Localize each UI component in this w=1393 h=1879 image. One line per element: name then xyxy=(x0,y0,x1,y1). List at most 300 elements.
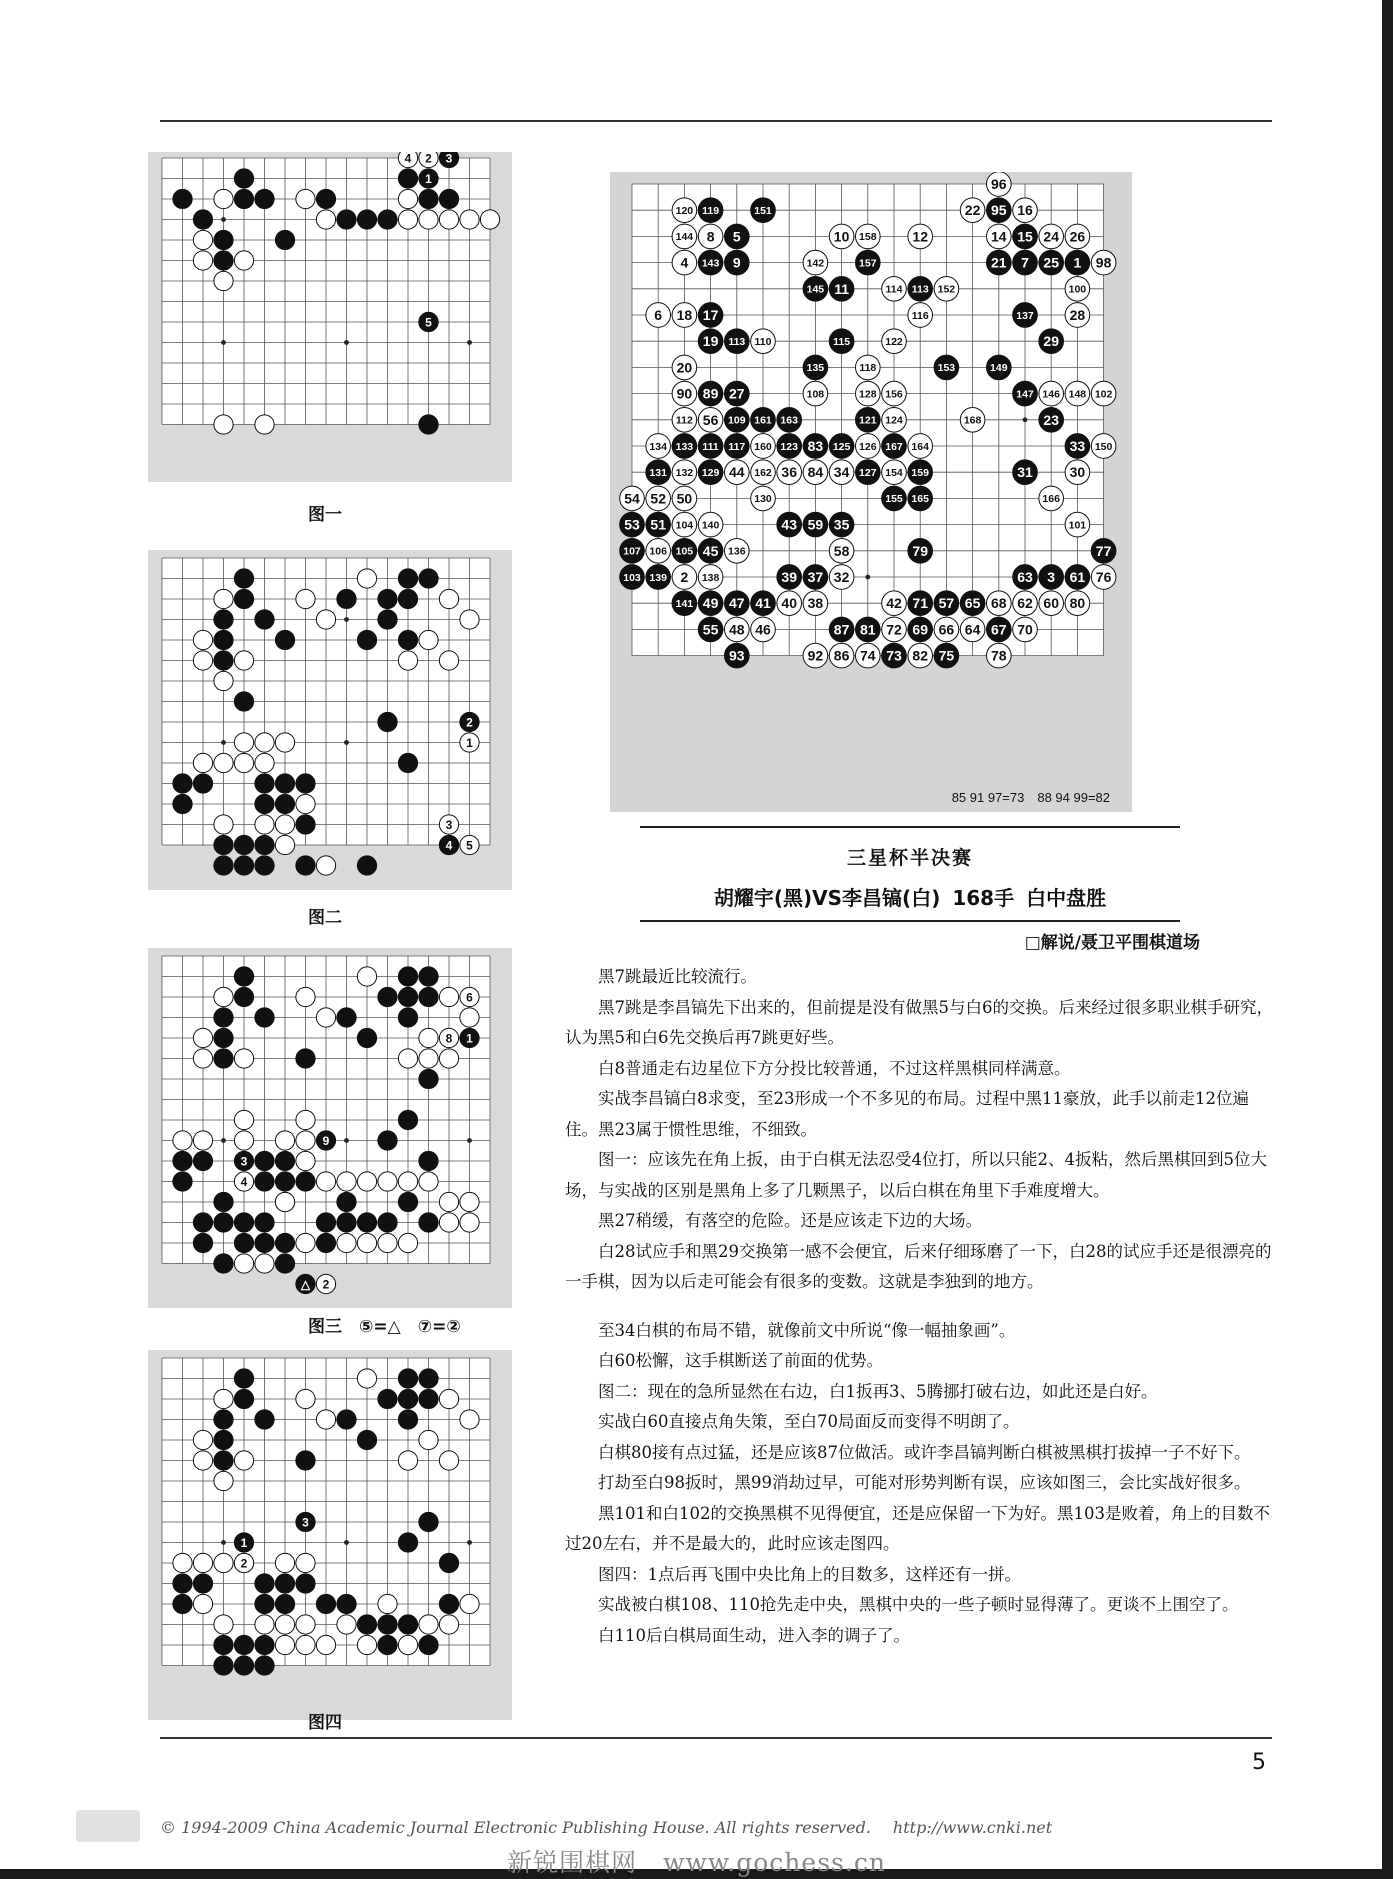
move-number: 131 xyxy=(649,466,667,479)
move-number: 168 xyxy=(963,414,982,427)
move-number: 4 xyxy=(680,254,689,271)
white-stone xyxy=(357,1172,376,1191)
move-number: 130 xyxy=(754,493,772,506)
white-stone xyxy=(193,753,212,772)
white-stone xyxy=(234,733,253,752)
move-number: 43 xyxy=(781,516,797,533)
black-stone xyxy=(193,210,212,229)
title-rule-bottom xyxy=(640,920,1180,922)
move-number: 59 xyxy=(807,516,824,533)
white-stone xyxy=(419,210,438,229)
paragraph: 白110后白棋局面生动，进入李的调子了。 xyxy=(598,1625,910,1645)
move-number: 141 xyxy=(675,597,694,610)
black-stone xyxy=(193,1151,212,1170)
move-number: 149 xyxy=(990,362,1008,375)
move-number: 1 xyxy=(1073,254,1082,271)
black-stone xyxy=(255,1410,274,1429)
black-stone xyxy=(275,1594,294,1613)
black-stone xyxy=(255,189,274,208)
move-number: 77 xyxy=(1095,542,1112,559)
white-stone xyxy=(316,210,335,229)
move-number: 8 xyxy=(445,1031,453,1046)
move-number: 1 xyxy=(240,1535,248,1550)
white-stone xyxy=(398,651,417,670)
move-number: 151 xyxy=(754,204,772,217)
move-number: 126 xyxy=(859,440,877,453)
move-number: 146 xyxy=(1042,388,1060,401)
white-stone xyxy=(398,189,417,208)
move-number: 135 xyxy=(806,362,825,375)
copyright-text: © 1994-2009 China Academic Journal Electronic Publishing House. All rights reserved. xyxy=(160,1818,871,1837)
move-number: 56 xyxy=(702,411,719,428)
white-stone xyxy=(234,651,253,670)
white-stone xyxy=(419,1028,438,1047)
white-stone xyxy=(296,1151,315,1170)
black-stone xyxy=(255,774,274,793)
black-stone xyxy=(234,692,253,711)
paragraph: 白棋80接有点过猛，还是应该87位做活。或许李昌镐判断白棋被黑棋打拔掉一子不好下。 xyxy=(598,1442,1251,1462)
white-stone xyxy=(337,1615,356,1634)
move-number: 40 xyxy=(781,595,797,612)
black-stone xyxy=(378,589,397,608)
black-stone xyxy=(419,415,438,434)
black-stone xyxy=(193,1233,212,1252)
move-number: 2 xyxy=(322,1277,330,1292)
white-stone xyxy=(214,671,233,690)
white-stone xyxy=(296,1110,315,1129)
paragraph: 黑101和白102的交换黑棋不见得便宜，还是应保留一下为好。黑103是败着，角上的目数不过20左右，并不是最大的，此时应该走图四。 xyxy=(565,1503,1270,1553)
black-stone xyxy=(357,856,376,875)
star-point xyxy=(221,1540,226,1545)
white-stone xyxy=(234,1131,253,1150)
move-number: 96 xyxy=(991,176,1007,193)
move-number: 5 xyxy=(425,315,432,330)
move-number: 44 xyxy=(729,464,745,481)
move-number: 60 xyxy=(1043,595,1059,612)
black-stone xyxy=(214,1049,233,1068)
black-stone xyxy=(234,1213,253,1232)
white-stone xyxy=(214,1615,233,1634)
white-stone xyxy=(193,1131,212,1150)
black-stone xyxy=(255,1008,274,1027)
white-stone xyxy=(439,1615,458,1634)
move-number: 112 xyxy=(675,414,693,427)
paragraph: 图二：现在的急所显然在右边，白1扳再3、5腾挪打破右边，如此还是白好。 xyxy=(598,1381,1158,1401)
move-number: 71 xyxy=(912,595,928,612)
white-stone xyxy=(419,1615,438,1634)
move-number: 2 xyxy=(680,569,689,586)
black-stone xyxy=(357,630,376,649)
move-number: 66 xyxy=(938,621,955,638)
move-number: 28 xyxy=(1069,307,1086,324)
paragraph: 白8普通走右边星位下方分投比较普通，不过这样黑棋同样满意。 xyxy=(598,1058,1071,1078)
star-point xyxy=(467,1540,472,1545)
black-stone xyxy=(255,1635,274,1654)
page-number: 5 xyxy=(1252,1750,1266,1775)
black-stone xyxy=(255,856,274,875)
move-number: 34 xyxy=(833,464,850,481)
white-stone xyxy=(439,987,458,1006)
ko-footnote: 85 91 97=73 88 94 99=82 xyxy=(951,790,1110,805)
move-number: 21 xyxy=(991,254,1007,271)
black-stone xyxy=(214,835,233,854)
move-number: 33 xyxy=(1069,438,1086,455)
black-stone xyxy=(398,1369,417,1388)
white-stone xyxy=(316,1635,335,1654)
black-stone xyxy=(275,1574,294,1593)
diagram-4-caption: 图四 xyxy=(308,1713,342,1733)
move-number: 163 xyxy=(780,414,798,427)
move-number: 134 xyxy=(649,440,667,453)
move-number: 69 xyxy=(912,621,928,638)
black-stone xyxy=(214,1028,233,1047)
black-stone xyxy=(378,712,397,731)
move-number: 102 xyxy=(1094,388,1113,401)
move-number: 72 xyxy=(886,621,902,638)
paragraph: 白28试应手和黑29交换第一感不会便宜，后来仔细琢磨了一下，白28的试应手还是很漂亮的一手棋，因为以后走可能会有很多的变数。这就是李独到的地方。 xyxy=(565,1241,1272,1291)
move-number: 87 xyxy=(833,621,850,638)
white-stone xyxy=(378,1594,397,1613)
move-number: 108 xyxy=(806,388,825,401)
paragraph: 实战李昌镐白8求变，至23形成一个不多见的布局。过程中黑11豪放，此手以前走12位遍住。黑23属于惯性思维，不细致。 xyxy=(565,1089,1249,1139)
move-number: 57 xyxy=(938,595,955,612)
black-stone xyxy=(173,1151,192,1170)
diagram-3-caption: 图三 ⑤=△ ⑦=② xyxy=(308,1317,461,1337)
paragraph: 黑7跳最近比较流行。 xyxy=(598,967,757,986)
black-stone xyxy=(378,987,397,1006)
move-number: 143 xyxy=(701,257,720,270)
black-stone xyxy=(193,774,212,793)
move-number: 100 xyxy=(1068,283,1087,296)
move-number: 1 xyxy=(466,1031,473,1046)
white-stone xyxy=(460,610,479,629)
move-number: 52 xyxy=(650,490,666,507)
move-number: 139 xyxy=(649,571,667,584)
black-stone xyxy=(337,1008,356,1027)
black-stone xyxy=(337,1410,356,1429)
move-number: 122 xyxy=(885,335,903,348)
black-stone xyxy=(398,569,417,588)
star-point xyxy=(467,340,472,345)
move-number: 75 xyxy=(938,647,955,664)
white-stone xyxy=(214,271,233,290)
diagram-4 xyxy=(148,1350,512,1720)
black-stone xyxy=(419,1512,438,1531)
bottom-rule xyxy=(160,1737,1272,1739)
white-stone xyxy=(439,1451,458,1470)
black-stone xyxy=(234,189,253,208)
white-stone xyxy=(193,1028,212,1047)
move-number: 65 xyxy=(964,595,981,612)
move-number: 32 xyxy=(833,569,850,586)
black-stone xyxy=(337,210,356,229)
black-stone xyxy=(398,1615,417,1634)
black-stone xyxy=(173,1574,192,1593)
black-stone xyxy=(234,987,253,1006)
move-number: 11 xyxy=(834,280,850,297)
black-stone xyxy=(398,1192,417,1211)
move-number: 48 xyxy=(729,621,745,638)
white-stone xyxy=(316,856,335,875)
move-number: 41 xyxy=(755,595,771,612)
move-number: 20 xyxy=(676,359,693,376)
paragraph: 实战白60直接点角失策，至白70局面反而变得不明朗了。 xyxy=(598,1412,1020,1431)
move-number: 37 xyxy=(807,569,824,586)
move-number: 113 xyxy=(911,283,929,296)
white-stone xyxy=(460,210,479,229)
black-stone xyxy=(255,1656,274,1675)
game-heading xyxy=(640,882,1180,911)
black-stone xyxy=(173,1172,192,1191)
move-number: 46 xyxy=(755,621,771,638)
black-stone xyxy=(275,1233,294,1252)
move-number: 23 xyxy=(1043,411,1059,428)
move-number: 113 xyxy=(728,335,746,348)
move-number: 111 xyxy=(702,440,719,453)
white-stone xyxy=(439,651,458,670)
white-stone xyxy=(296,589,315,608)
white-stone xyxy=(234,753,253,772)
star-point xyxy=(1023,417,1028,422)
move-number: 160 xyxy=(754,440,772,453)
white-stone xyxy=(214,189,233,208)
white-stone xyxy=(439,1049,458,1068)
move-number: 4 xyxy=(240,1174,248,1189)
black-stone xyxy=(173,794,192,813)
move-number: 1 xyxy=(466,735,473,750)
white-stone xyxy=(460,1213,479,1232)
black-stone xyxy=(316,1233,335,1252)
move-number: 145 xyxy=(806,283,825,296)
black-stone xyxy=(398,169,417,188)
black-stone xyxy=(275,1254,294,1273)
move-number: 109 xyxy=(728,414,746,427)
black-stone xyxy=(419,967,438,986)
black-stone xyxy=(234,1233,253,1252)
star-point xyxy=(221,217,226,222)
black-stone xyxy=(337,1213,356,1232)
black-stone xyxy=(398,987,417,1006)
white-stone xyxy=(214,1471,233,1490)
black-stone xyxy=(234,1656,253,1675)
white-stone xyxy=(214,815,233,834)
move-number: 144 xyxy=(675,231,694,244)
black-stone xyxy=(234,169,253,188)
black-stone xyxy=(255,1213,274,1232)
black-stone xyxy=(214,251,233,270)
move-number: 50 xyxy=(676,490,693,507)
move-number: 74 xyxy=(860,647,876,664)
move-number: 133 xyxy=(675,440,694,453)
move-number: 10 xyxy=(833,228,850,245)
white-stone xyxy=(275,1192,294,1211)
move-number: 158 xyxy=(859,231,877,244)
scan-border-right xyxy=(1382,0,1393,1879)
white-stone xyxy=(173,1131,192,1150)
white-stone xyxy=(275,815,294,834)
move-number: 161 xyxy=(754,414,772,427)
move-number: 2 xyxy=(466,715,473,730)
black-stone xyxy=(214,1451,233,1470)
white-stone xyxy=(357,569,376,588)
move-number: 14 xyxy=(991,228,1007,245)
move-number: 152 xyxy=(937,283,956,296)
move-number: 124 xyxy=(885,414,903,427)
black-stone xyxy=(214,1430,233,1449)
move-number: 114 xyxy=(885,283,903,296)
black-stone xyxy=(419,1213,438,1232)
white-stone xyxy=(275,1131,294,1150)
black-stone xyxy=(275,774,294,793)
black-stone xyxy=(398,630,417,649)
move-number: 68 xyxy=(991,595,1007,612)
white-stone xyxy=(193,630,212,649)
move-number: 8 xyxy=(706,228,715,245)
black-stone xyxy=(357,1430,376,1449)
white-stone xyxy=(398,1049,417,1068)
white-stone xyxy=(234,1110,253,1129)
move-number: 6 xyxy=(466,990,473,1005)
black-stone xyxy=(234,1635,253,1654)
site-watermark: 新锐围棋网 www.gochess.cn xyxy=(507,1848,886,1877)
move-number: 129 xyxy=(701,466,720,479)
black-stone xyxy=(255,1574,274,1593)
move-number: 22 xyxy=(964,202,981,219)
move-number: 16 xyxy=(1017,202,1033,219)
white-stone xyxy=(316,1172,335,1191)
move-number: 35 xyxy=(833,516,850,533)
star-point xyxy=(344,617,349,622)
white-stone xyxy=(275,1635,294,1654)
white-stone xyxy=(398,1233,417,1252)
white-stone xyxy=(275,1615,294,1634)
black-stone xyxy=(255,1151,274,1170)
move-number: 39 xyxy=(781,569,797,586)
move-number: 42 xyxy=(886,595,902,612)
white-stone xyxy=(255,1615,274,1634)
move-number: 27 xyxy=(729,385,745,402)
move-number: 167 xyxy=(885,440,903,453)
black-stone xyxy=(398,1533,417,1552)
white-stone xyxy=(296,1389,315,1408)
move-number: 2 xyxy=(425,152,432,166)
black-stone xyxy=(316,189,335,208)
move-number: 19 xyxy=(702,333,719,350)
white-stone xyxy=(296,1233,315,1252)
move-number: 26 xyxy=(1069,228,1086,245)
black-stone xyxy=(337,1192,356,1211)
white-stone xyxy=(316,1008,335,1027)
move-number: 89 xyxy=(702,385,719,402)
white-stone xyxy=(439,1213,458,1232)
black-stone xyxy=(234,589,253,608)
move-number: 58 xyxy=(833,542,850,559)
commentary-text xyxy=(565,962,1273,1651)
move-number: 106 xyxy=(649,545,667,558)
paragraph: 图四：1点后再飞围中央比角上的目数多，这样还有一拼。 xyxy=(598,1564,1021,1584)
black-stone xyxy=(419,987,438,1006)
white-stone xyxy=(296,1635,315,1654)
black-stone xyxy=(214,1008,233,1027)
top-rule xyxy=(160,120,1272,122)
black-stone xyxy=(214,1254,233,1273)
white-stone xyxy=(234,1254,253,1273)
move-number: 67 xyxy=(991,621,1007,638)
star-point xyxy=(221,740,226,745)
white-stone xyxy=(357,1233,376,1252)
players: 胡耀宇(黑)VS李昌镐(白) xyxy=(713,886,941,910)
white-stone xyxy=(296,794,315,813)
move-number: 86 xyxy=(833,647,850,664)
move-number: 84 xyxy=(807,464,824,481)
move-number: 98 xyxy=(1095,254,1112,271)
move-number: 81 xyxy=(860,621,876,638)
black-stone xyxy=(439,189,458,208)
black-stone xyxy=(296,1172,315,1191)
move-number: 137 xyxy=(1016,309,1034,322)
black-stone xyxy=(398,1110,417,1129)
move-number: 123 xyxy=(780,440,798,453)
black-stone xyxy=(378,1131,397,1150)
move-number: 2 xyxy=(240,1556,248,1571)
move-number: 51 xyxy=(650,516,666,533)
black-stone xyxy=(398,967,417,986)
black-stone xyxy=(234,967,253,986)
black-stone xyxy=(337,1594,356,1613)
move-number: 70 xyxy=(1017,621,1033,638)
move-number: 110 xyxy=(754,335,772,348)
byline: □解说/聂卫平围棋道场 xyxy=(1024,933,1200,953)
move-number: 9 xyxy=(322,1133,330,1148)
white-stone xyxy=(296,1131,315,1150)
black-stone xyxy=(214,1213,233,1232)
white-stone xyxy=(255,815,274,834)
star-point xyxy=(344,740,349,745)
black-stone xyxy=(234,1369,253,1388)
white-stone xyxy=(296,987,315,1006)
white-stone xyxy=(173,1553,192,1572)
black-stone xyxy=(214,1635,233,1654)
move-number: 154 xyxy=(885,466,903,479)
move-number: 127 xyxy=(859,466,877,479)
move-number: 142 xyxy=(806,257,825,270)
black-stone xyxy=(234,1389,253,1408)
move-number: 95 xyxy=(991,202,1007,219)
black-stone xyxy=(255,1172,274,1191)
move-number: 63 xyxy=(1017,569,1033,586)
black-stone xyxy=(275,1151,294,1170)
white-stone xyxy=(419,630,438,649)
white-stone xyxy=(255,753,274,772)
black-stone xyxy=(193,1574,212,1593)
black-stone xyxy=(255,1233,274,1252)
white-stone xyxy=(214,987,233,1006)
black-stone xyxy=(296,774,315,793)
white-stone xyxy=(357,1635,376,1654)
black-stone xyxy=(357,210,376,229)
white-stone xyxy=(193,230,212,249)
move-number: 104 xyxy=(675,519,694,532)
move-number: 55 xyxy=(702,621,719,638)
move-number: 61 xyxy=(1069,569,1086,586)
game-record-board xyxy=(610,172,1132,812)
black-stone xyxy=(214,610,233,629)
event-title: 三星杯半决赛 xyxy=(846,847,973,869)
black-stone xyxy=(214,1192,233,1211)
black-stone xyxy=(173,774,192,793)
black-stone xyxy=(214,1410,233,1429)
black-stone xyxy=(316,1594,335,1613)
